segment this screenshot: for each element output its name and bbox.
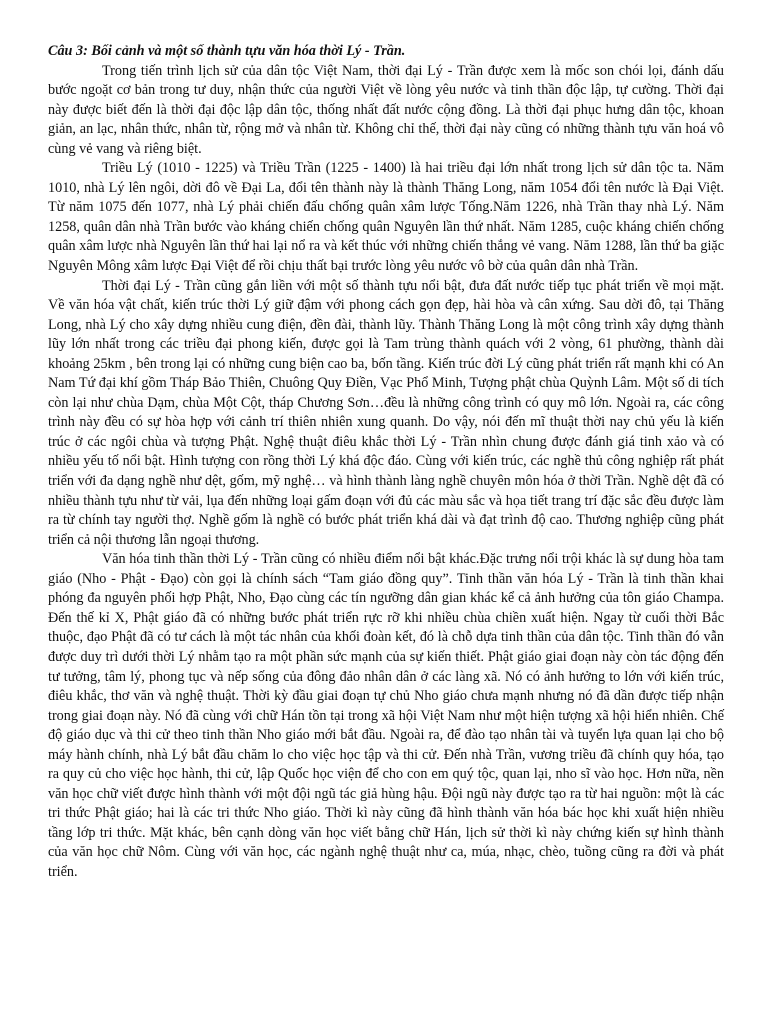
- paragraph-material-culture: Thời đại Lý - Trần cũng gắn liền với một số thành tựu nổi bật, đưa đất nước tiếp tục phát triển về mọi mặt. Về văn hóa vật chất, kiến trúc thời Lý giữ đậm với phong cách gọn đẹp, hài hòa và cân xứng. Sau dời đô, tại Thăng Long, nhà Lý cho xây dựng nhiều cung điện, đền đài, thành lũy. Thành Thăng Long là một công trình xây dựng thành lũy lớn nhất trong các triều đại phong kiến, được gọi là Tam trùng thành quách với 2 vòng, 61 phường, thành dài khoảng 25km , bên trong lại có những cung biện cao ba, bốn tầng. Kiến trúc đời Lý cũng phát triển rất mạnh khi có An Nam Tứ đại khí gồm Tháp Bảo Thiên, Chuông Quy Điền, Vạc Phổ Minh, Tượng phật chùa Quỳnh Lâm. Một số di tích còn lại như chùa Dạm, chùa Một Cột, tháp Chương Sơn…đều là những công trình có quy mô lớn. Ngoài ra, các công trình này đều có sự hòa hợp với cảnh trí thiên nhiên xung quanh. Do vậy, nói đến mĩ thuật thời nay chủ yếu là kiến trúc ở các ngôi chùa và tượng Phật. Nghệ thuật điêu khắc thời Lý - Trần nhìn chung được đánh giá tinh xảo và có nhiều yếu tố nổi bật. Hình tượng con rồng thời Lý khá độc đáo. Cùng với kiến trúc, các nghề thủ công nghiệp rất phát triển với đa dạng nghề như dệt, gốm, mỹ nghệ… và hình thành làng nghề chuyên môn hóa ở thời Trần. Nghề dệt đã có nhiều thành tựu như từ vải, lụa đến những loại gấm đoạn với đủ các màu sắc và họa tiết trang trí đặc sắc đều được làm ra từ chính tay người thợ. Nghề gốm là nghề có bước phát triển khá dài và đạt trình độ cao. Thương nghiệp cũng phát triển cả nội thương lẫn ngoại thương.: [48, 277, 724, 548]
- paragraph-spiritual-culture: Văn hóa tinh thần thời Lý - Trần cũng có nhiều điểm nổi bật khác.Đặc trưng nổi trội khác là sự dung hòa tam giáo (Nho - Phật - Đạo) còn gọi là chính sách “Tam giáo đồng quy”. Tinh thần văn hóa Lý - Trần là tinh thần khai phóng đa nguyên phối hợp Phật, Nho, Đạo cùng các tín ngưỡng dân gian khác kể cả ảnh hưởng của tôn giáo Champa. Đến thế kỉ X, Phật giáo đã có những bước phát triển rực rỡ khi nhiều chùa chiền xuất hiện. Ngay từ cuối thời Bắc thuộc, đạo Phật đã có tư cách là một tác nhân của khối đoàn kết, đó là chỗ dựa tinh thần của dân tộc. Tinh thần đó vẫn được duy trì dưới thời Lý nhằm tạo ra một phần sức mạnh của sự kiến thiết. Phật giáo giai đoạn này còn tác động đến tư tưởng, tâm lý, phong tục và nếp sống của đông đảo nhân dân ở các làng xã. Nó có ảnh hưởng to lớn với kiến trúc, điêu khắc, thơ văn và nghệ thuật. Thời kỳ đầu giai đoạn tự chủ Nho giáo chưa mạnh nhưng nó đã dần được tiếp nhận trong giai đoạn này. Nó đã cùng với chữ Hán tồn tại trong xã hội Việt Nam như một hiện tượng xã hội hiển nhiên. Chế độ giáo dục và thi cử theo tinh thần Nho giáo mới bắt đầu. Ngoài ra, để đào tạo nhân tài và tuyển lựa quan lại cho bộ máy hành chính, nhà Lý bắt đầu chăm lo cho việc học tập và thi cử. Đến nhà Trần, vương triều đã chính quy hóa, tạo ra quy củ cho việc học hành, thi cử, lập Quốc học viện để cho con em quý tộc, quan lại, nho sĩ vào học. Hơn nữa, nền văn học chữ viết được hình thành với một đội ngũ tác giả hùng hậu. Đội ngũ này được tạo ra từ hai nguồn: một là các tri thức Phật giáo; hai là các tri thức Nho giáo. Thời kì này cũng đã hình thành văn hóa bác học khi xuất hiện nhiều tầng lớp tri thức. Mặt khác, bên cạnh dòng văn học viết bằng chữ Hán, lịch sử thời kì này chứng kiến sự hình thành của văn học chữ Nôm. Cùng với văn học, các ngành nghệ thuật như ca, múa, nhạc, chèo, tuồng cũng ra đời và phát triển.: [48, 551, 724, 880]
- question-heading: Câu 3: Bối cảnh và một số thành tựu văn hóa thời Lý - Trần.: [48, 43, 406, 59]
- paragraph-historical-context: Triều Lý (1010 - 1225) và Triều Trần (1225 - 1400) là hai triều đại lớn nhất trong lịch sử dân tộc ta. Năm 1010, nhà Lý lên ngôi, dời đô về Đại La, đổi tên thành này là thành Thăng Long, năm 1054 đổi tên nước là Đại Việt. Từ năm 1075 đến 1077, nhà Lý phải chiến đấu chống quân xâm lược Tống.Năm 1226, nhà Trần thay nhà Lý. Năm 1258, quân dân nhà Trần bước vào kháng chiến chống quân Nguyên lần thứ nhất. Năm 1285, cuộc kháng chiến chống quân xâm lược nhà Nguyên lần thứ hai lại nổ ra và kết thúc với những chiến thắng vẻ vang. Năm 1288, lần thứ ba giặc Nguyên Mông xâm lược Đại Việt để rồi chịu thất bại trước lòng yêu nước vô bờ của quân dân nhà Trần.: [48, 160, 724, 275]
- paragraph-introduction: Trong tiến trình lịch sử của dân tộc Việt Nam, thời đại Lý - Trần được xem là mốc son chói lọi, đánh dấu bước ngoặt cơ bản trong tư duy, nhận thức của người Việt về lòng yêu nước và tinh thần độc lập, tự cường. Thời đại này được biết đến là thời đại độc lập dân tộc, thống nhất đất nước cộng đồng. Là thời đại phục hưng dân tộc, khoan giản, an lạc, nhân thức, nhân từ, rộng mở và nhân từ. Không chỉ thế, thời đại này cũng có những thành tựu văn hoá vô cùng vẻ vang và riêng biệt.: [48, 62, 724, 157]
